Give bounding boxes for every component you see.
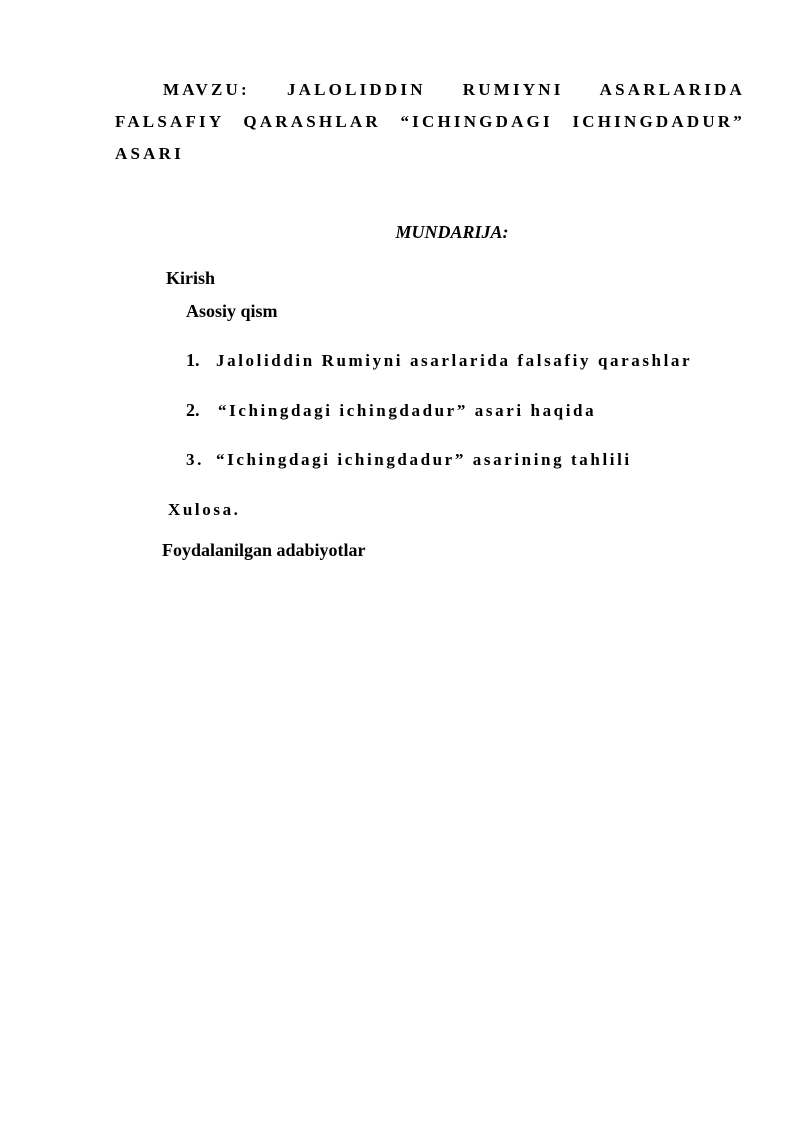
title-line-2: FALSAFIY QARASHLAR “ICHINGDAGI ICHINGDADUR” [115,112,745,131]
toc-conclusion: Xulosa. [168,500,241,519]
toc-heading: MUNDARIJA: [395,222,509,242]
title-line-3: ASARI [115,144,184,163]
toc-item-2-text: “Ichingdagi ichingdadur” asari haqida [218,401,597,420]
toc-item-2-number: 2. [186,400,200,420]
toc-intro: Kirish [166,268,216,288]
title-line-1: MAVZU: JALOLIDDIN RUMIYNI ASARLARIDA [163,80,745,99]
toc-item-1-text: Jaloliddin Rumiyni asarlarida falsafiy qarashlar [216,351,693,370]
toc-item-1-number: 1. [186,350,200,370]
toc-item-3 [186,450,632,470]
document-title [115,74,745,170]
toc-item-3-number: 3. [186,450,204,469]
toc-item-1 [186,350,692,371]
toc-item-2 [186,400,596,421]
toc-item-3-text: “Ichingdagi ichingdadur” asarining tahlili [216,450,632,469]
toc-references: Foydalanilgan adabiyotlar [162,540,366,560]
toc-main-part: Asosiy qism [186,301,278,321]
